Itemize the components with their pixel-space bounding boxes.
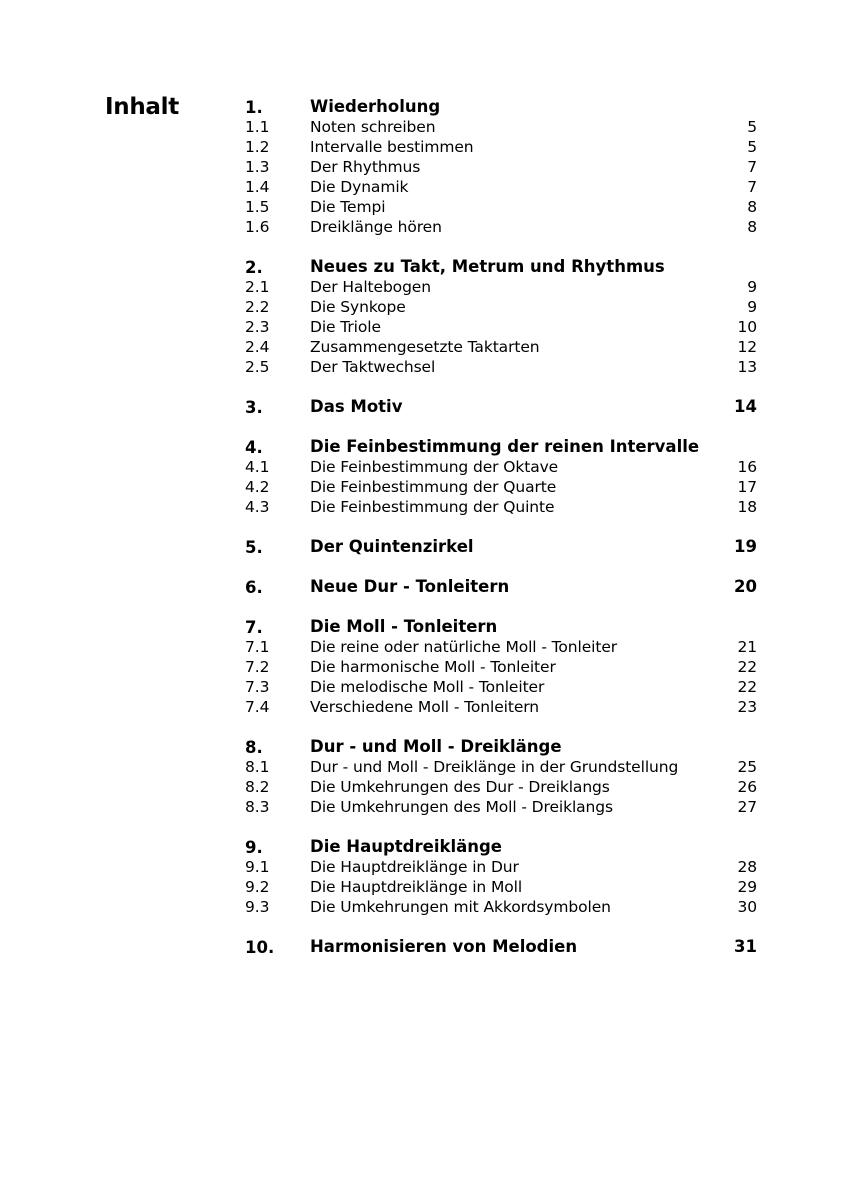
- entry-title: Die Synkope: [310, 298, 406, 316]
- entry-page: 7: [747, 158, 757, 176]
- toc-section: [245, 437, 760, 517]
- chapter-number: 7.: [245, 618, 263, 637]
- toc-chapter-row[interactable]: [245, 97, 760, 117]
- toc-chapter-row[interactable]: [245, 837, 760, 857]
- entry-page: 30: [737, 898, 757, 916]
- entry-page: 21: [737, 638, 757, 656]
- toc-chapter-row[interactable]: [245, 257, 760, 277]
- entry-title: Die reine oder natürliche Moll - Tonleiter: [310, 638, 618, 656]
- entry-number: 1.4: [245, 178, 270, 196]
- entry-number: 2.3: [245, 318, 270, 336]
- toc-entry-row[interactable]: [245, 637, 760, 657]
- chapter-page: 14: [734, 397, 757, 416]
- toc-section: [245, 617, 760, 717]
- entry-page: 28: [737, 858, 757, 876]
- entry-page: 12: [737, 338, 757, 356]
- entry-title: Dur - und Moll - Dreiklänge in der Grundstellung: [310, 758, 679, 776]
- entry-number: 7.4: [245, 698, 270, 716]
- chapter-number: 8.: [245, 738, 263, 757]
- toc-entry-row[interactable]: [245, 697, 760, 717]
- entry-title: Die Umkehrungen des Moll - Dreiklangs: [310, 798, 614, 816]
- toc-entry-row[interactable]: [245, 457, 760, 477]
- toc-entry-row[interactable]: [245, 277, 760, 297]
- toc-section: [245, 577, 760, 597]
- entry-number: 9.3: [245, 898, 270, 916]
- toc-chapter-row[interactable]: [245, 397, 760, 417]
- toc-entry-row[interactable]: [245, 897, 760, 917]
- entry-number: 7.2: [245, 658, 270, 676]
- entry-number: 1.2: [245, 138, 270, 156]
- entry-title: Die Feinbestimmung der Oktave: [310, 458, 559, 476]
- toc-entry-row[interactable]: [245, 777, 760, 797]
- entry-number: 8.1: [245, 758, 270, 776]
- toc-section: [245, 257, 760, 377]
- entry-number: 4.3: [245, 498, 270, 516]
- entry-page: 8: [747, 198, 757, 216]
- entry-page: 22: [737, 678, 757, 696]
- toc-section: [245, 537, 760, 557]
- chapter-number: 3.: [245, 398, 263, 417]
- entry-page: 23: [737, 698, 757, 716]
- chapter-number: 6.: [245, 578, 263, 597]
- entry-title: Dreiklänge hören: [310, 218, 442, 236]
- toc-entry-row[interactable]: [245, 877, 760, 897]
- entry-page: 27: [737, 798, 757, 816]
- entry-number: 2.1: [245, 278, 270, 296]
- toc-entry-row[interactable]: [245, 857, 760, 877]
- toc-entry-row[interactable]: [245, 217, 760, 237]
- chapter-page: 19: [734, 537, 757, 556]
- chapter-title: Die Feinbestimmung der reinen Intervalle: [310, 437, 700, 456]
- entry-number: 2.5: [245, 358, 270, 376]
- toc-entry-row[interactable]: [245, 797, 760, 817]
- toc-chapter-row[interactable]: [245, 937, 760, 957]
- entry-page: 10: [737, 318, 757, 336]
- entry-title: Die harmonische Moll - Tonleiter: [310, 658, 556, 676]
- entry-title: Die Hauptdreiklänge in Dur: [310, 858, 519, 876]
- entry-number: 1.1: [245, 118, 270, 136]
- chapter-title: Die Hauptdreiklänge: [310, 837, 502, 856]
- entry-page: 7: [747, 178, 757, 196]
- toc-entry-row[interactable]: [245, 477, 760, 497]
- chapter-page: 31: [734, 937, 757, 956]
- entry-title: Die melodische Moll - Tonleiter: [310, 678, 545, 696]
- entry-number: 1.3: [245, 158, 270, 176]
- entry-title: Die Dynamik: [310, 178, 409, 196]
- toc-section: [245, 737, 760, 817]
- chapter-number: 9.: [245, 838, 263, 857]
- toc-chapter-row[interactable]: [245, 737, 760, 757]
- entry-number: 1.6: [245, 218, 270, 236]
- entry-page: 8: [747, 218, 757, 236]
- entry-page: 25: [737, 758, 757, 776]
- entry-number: 2.2: [245, 298, 270, 316]
- page-heading: Inhalt: [105, 94, 179, 120]
- chapter-title: Harmonisieren von Melodien: [310, 937, 578, 956]
- chapter-title: Der Quintenzirkel: [310, 537, 474, 556]
- entry-title: Die Umkehrungen mit Akkordsymbolen: [310, 898, 611, 916]
- entry-page: 9: [747, 298, 757, 316]
- chapter-title: Neue Dur - Tonleitern: [310, 577, 510, 596]
- toc-entry-row[interactable]: [245, 157, 760, 177]
- toc-entry-row[interactable]: [245, 337, 760, 357]
- entry-page: 5: [747, 118, 757, 136]
- chapter-title: Neues zu Takt, Metrum und Rhythmus: [310, 257, 665, 276]
- toc-section: [245, 97, 760, 237]
- entry-number: 8.3: [245, 798, 270, 816]
- entry-page: 5: [747, 138, 757, 156]
- entry-page: 22: [737, 658, 757, 676]
- chapter-number: 10.: [245, 938, 275, 957]
- entry-page: 29: [737, 878, 757, 896]
- toc-entry-row[interactable]: [245, 137, 760, 157]
- entry-title: Intervalle bestimmen: [310, 138, 474, 156]
- toc-entry-row[interactable]: [245, 117, 760, 137]
- entry-page: 26: [737, 778, 757, 796]
- entry-number: 1.5: [245, 198, 270, 216]
- chapter-title: Wiederholung: [310, 97, 441, 116]
- entry-title: Der Taktwechsel: [310, 358, 436, 376]
- toc-chapter-row[interactable]: [245, 537, 760, 557]
- toc-entry-row[interactable]: [245, 677, 760, 697]
- toc-entry-row[interactable]: [245, 177, 760, 197]
- chapter-number: 4.: [245, 438, 263, 457]
- chapter-title: Dur - und Moll - Dreiklänge: [310, 737, 562, 756]
- entry-title: Die Hauptdreiklänge in Moll: [310, 878, 523, 896]
- entry-number: 7.3: [245, 678, 270, 696]
- entry-page: 9: [747, 278, 757, 296]
- chapter-number: 1.: [245, 98, 263, 117]
- toc-chapter-row[interactable]: [245, 437, 760, 457]
- entry-title: Die Triole: [310, 318, 381, 336]
- toc-section: [245, 837, 760, 917]
- table-of-contents: [245, 97, 760, 977]
- entry-number: 8.2: [245, 778, 270, 796]
- entry-title: Noten schreiben: [310, 118, 436, 136]
- entry-title: Verschiedene Moll - Tonleitern: [310, 698, 539, 716]
- entry-title: Die Feinbestimmung der Quarte: [310, 478, 557, 496]
- entry-title: Die Tempi: [310, 198, 386, 216]
- toc-chapter-row[interactable]: [245, 617, 760, 637]
- entry-number: 4.1: [245, 458, 270, 476]
- entry-title: Die Umkehrungen des Dur - Dreiklangs: [310, 778, 610, 796]
- entry-number: 4.2: [245, 478, 270, 496]
- toc-entry-row[interactable]: [245, 657, 760, 677]
- entry-title: Zusammengesetzte Taktarten: [310, 338, 540, 356]
- chapter-title: Die Moll - Tonleitern: [310, 617, 498, 636]
- entry-title: Der Rhythmus: [310, 158, 421, 176]
- toc-section: [245, 937, 760, 957]
- entry-title: Der Haltebogen: [310, 278, 431, 296]
- entry-number: 9.1: [245, 858, 270, 876]
- toc-entry-row[interactable]: [245, 297, 760, 317]
- entry-number: 2.4: [245, 338, 270, 356]
- entry-page: 16: [737, 458, 757, 476]
- toc-entry-row[interactable]: [245, 757, 760, 777]
- toc-section: [245, 397, 760, 417]
- entry-number: 9.2: [245, 878, 270, 896]
- chapter-number: 2.: [245, 258, 263, 277]
- entry-page: 17: [737, 478, 757, 496]
- entry-page: 18: [737, 498, 757, 516]
- entry-page: 13: [737, 358, 757, 376]
- entry-number: 7.1: [245, 638, 270, 656]
- chapter-page: 20: [734, 577, 757, 596]
- toc-chapter-row[interactable]: [245, 577, 760, 597]
- toc-entry-row[interactable]: [245, 317, 760, 337]
- chapter-title: Das Motiv: [310, 397, 403, 416]
- entry-title: Die Feinbestimmung der Quinte: [310, 498, 555, 516]
- chapter-number: 5.: [245, 538, 263, 557]
- toc-entry-row[interactable]: [245, 357, 760, 377]
- toc-entry-row[interactable]: [245, 197, 760, 217]
- toc-entry-row[interactable]: [245, 497, 760, 517]
